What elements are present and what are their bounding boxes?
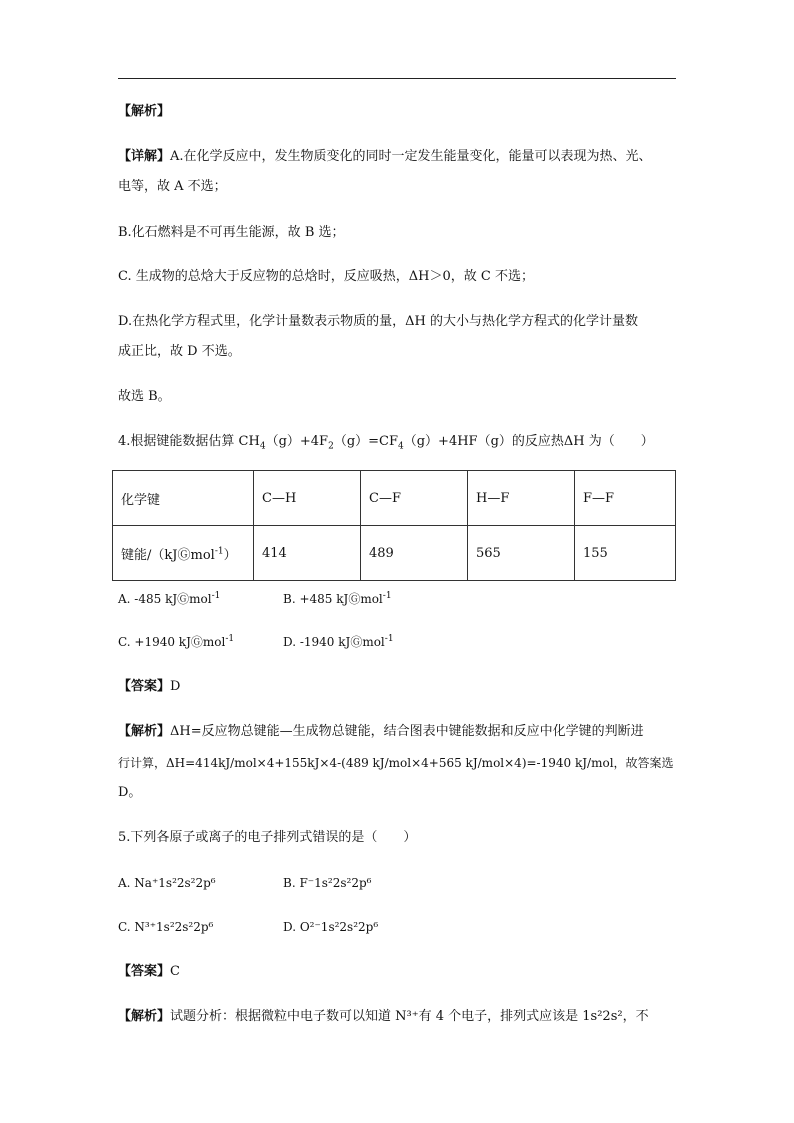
detail-conclusion: 故选 B。 xyxy=(118,389,171,404)
q4-answer-value: D xyxy=(170,679,181,694)
q4-option-c xyxy=(118,634,234,650)
q4-stem-part2: （g）+4F xyxy=(265,434,329,449)
unit-separator-icon: Ⓖ xyxy=(348,592,361,606)
detail-a-text: A.在化学反应中，发生物质变化的同时一定发生能量变化，能量可以表现为热、光、 xyxy=(170,149,652,164)
q4-option-a-text: A. -485 kJ xyxy=(118,592,178,606)
q5-analysis xyxy=(118,1008,649,1026)
q4-analysis-line3: D。 xyxy=(118,785,142,800)
row-unit-sup: -1 xyxy=(214,546,224,557)
table-cell: C—H xyxy=(254,471,361,526)
q4-analysis-line2: 行计算，ΔH=414kJ/mol×4+155kJ×4-(489 kJ/mol×4+565 kJ/mol×4)=-1940 kJ/mol，故答案选 xyxy=(118,756,674,770)
table-cell: 565 xyxy=(468,526,575,581)
unit-separator-icon: Ⓖ xyxy=(177,547,191,563)
q5-stem: 5.下列各原子或离子的电子排列式错误的是（ ） xyxy=(118,830,417,845)
q5-answer-label: 【答案】 xyxy=(118,964,171,979)
unit-separator-icon: Ⓖ xyxy=(190,635,203,649)
q4-option-unit: mol xyxy=(189,592,212,606)
q4-analysis-label: 【解析】 xyxy=(118,724,171,739)
table-cell: C—F xyxy=(361,471,468,526)
q5-analysis-label: 【解析】 xyxy=(118,1009,171,1024)
detail-d-line1: D.在热化学方程式里，化学计量数表示物质的量，ΔH 的大小与热化学方程式的化学计量数 xyxy=(118,314,638,329)
unit-separator-icon: Ⓖ xyxy=(177,592,190,606)
q4-option-unit-sup: -1 xyxy=(384,634,394,644)
table-header-row xyxy=(113,471,676,526)
q4-sub3: 4 xyxy=(398,441,404,452)
section-label: 【解析】 xyxy=(118,104,171,119)
q4-option-b-text: B. +485 kJ xyxy=(283,592,349,606)
q4-sub2: 2 xyxy=(328,441,334,452)
q5-answer xyxy=(118,963,180,981)
q4-option-c-text: C. +1940 kJ xyxy=(118,635,191,649)
table-cell: F—F xyxy=(575,471,676,526)
q4-option-unit: mol xyxy=(202,635,226,649)
q4-option-b xyxy=(283,591,392,607)
q4-stem-part3: （g）=CF xyxy=(333,434,398,449)
header-rule xyxy=(118,78,676,79)
q4-option-d-text: D. -1940 kJ xyxy=(283,635,351,649)
row-unit: mol xyxy=(190,547,215,563)
detail-label: 【详解】 xyxy=(118,149,171,164)
q4-answer-label: 【答案】 xyxy=(118,679,171,694)
table-cell: H—F xyxy=(468,471,575,526)
q5-answer-value: C xyxy=(170,964,180,979)
q5-analysis-text: 试题分析：根据微粒中电子数可以知道 N³⁺有 4 个电子，排列式应该是 1s²2s²，不 xyxy=(170,1009,649,1024)
table-cell: 489 xyxy=(361,526,468,581)
detail-b: B.化石燃料是不可再生能源，故 B 选； xyxy=(118,225,345,240)
bond-energy-table xyxy=(112,470,676,581)
q4-stem-part1: 4.根据键能数据估算 CH xyxy=(118,434,260,449)
q5-option-c: C. N³⁺1s²2s²2p⁶ xyxy=(118,920,214,934)
table-cell: 化学键 xyxy=(113,471,254,526)
q4-option-a xyxy=(118,591,220,607)
q4-analysis-text1: ΔH=反应物总键能—生成物总键能，结合图表中键能数据和反应中化学键的判断进 xyxy=(170,724,644,739)
detail-c: C. 生成物的总焓大于反应物的总焓时，反应吸热，ΔH＞0，故 C 不选； xyxy=(118,269,534,284)
table-row-label xyxy=(113,526,254,581)
q4-option-unit: mol xyxy=(362,635,385,649)
q4-option-unit-sup: -1 xyxy=(382,591,392,601)
q4-analysis-line1 xyxy=(118,723,644,741)
q4-sub1: 4 xyxy=(259,441,266,452)
q4-stem-part4: （g）+4HF（g）的反应热ΔH 为（ ） xyxy=(403,434,654,449)
row-close: ） xyxy=(223,547,237,563)
row-label-text: 键能/（kJ xyxy=(121,547,178,563)
q5-option-b: B. F⁻1s²2s²2p⁶ xyxy=(283,876,372,890)
detail-a-line2: 电等，故 A 不选； xyxy=(118,179,227,194)
q4-option-unit-sup: -1 xyxy=(211,591,221,601)
q4-option-d xyxy=(283,634,394,650)
detail-d-line2: 成正比，故 D 不选。 xyxy=(118,344,241,359)
table-cell: 414 xyxy=(254,526,361,581)
table-row xyxy=(113,526,676,581)
q4-stem xyxy=(118,433,654,451)
table-cell: 155 xyxy=(575,526,676,581)
q5-option-a: A. Na⁺1s²2s²2p⁶ xyxy=(118,876,216,890)
q4-option-unit: mol xyxy=(360,592,383,606)
unit-separator-icon: Ⓖ xyxy=(350,635,363,649)
q4-answer xyxy=(118,678,180,696)
detail-a-line1 xyxy=(118,148,652,166)
q5-option-d: D. O²⁻1s²2s²2p⁶ xyxy=(283,920,379,934)
q4-option-unit-sup: -1 xyxy=(225,634,235,644)
